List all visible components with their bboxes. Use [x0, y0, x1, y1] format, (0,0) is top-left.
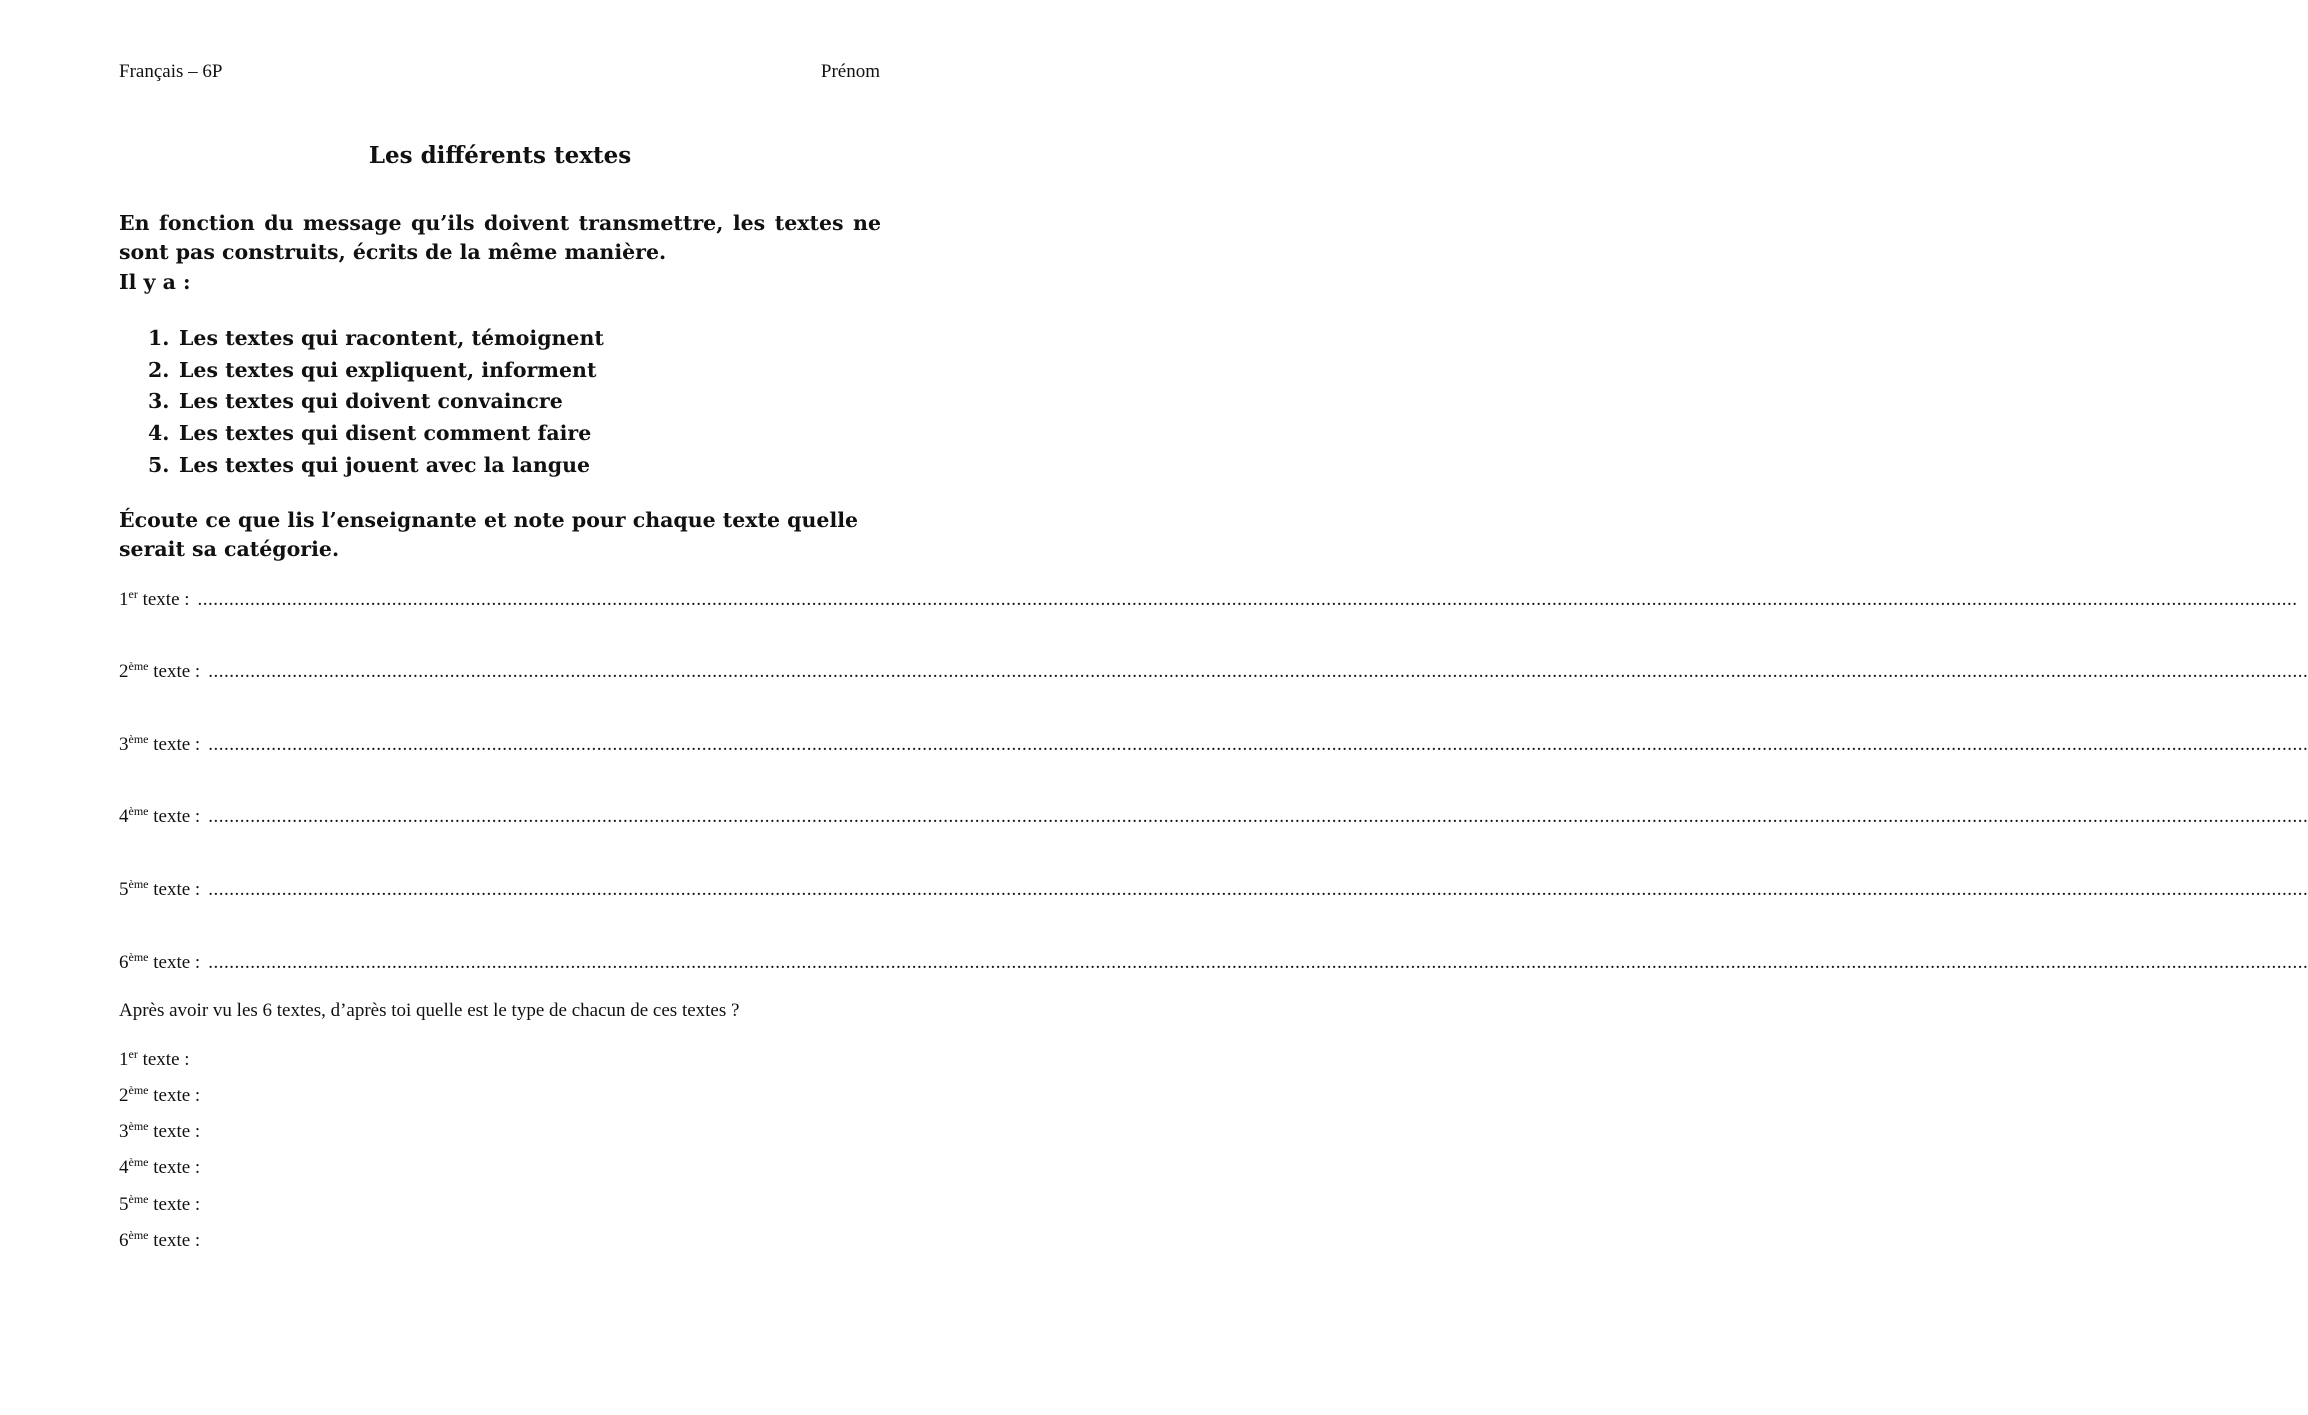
line-label — [119, 806, 200, 828]
ordinal-suffix: ème — [128, 1155, 149, 1169]
ordinal-number: 5 — [119, 1194, 129, 1215]
ordinal-suffix: ème — [128, 804, 149, 818]
dotted-answer-line[interactable]: ................................................................................................................................................................................................................................................................................................................................................................................................................ — [208, 952, 2308, 973]
label-text: texte : — [148, 879, 201, 900]
ordinal-suffix: ème — [128, 732, 149, 746]
label-text: texte : — [148, 1230, 201, 1251]
ordinal-number: 2 — [119, 1085, 129, 1106]
label-text: texte : — [148, 1194, 201, 1215]
ordinal-suffix: er — [128, 587, 138, 601]
text-type-item — [148, 450, 604, 482]
answer-line — [119, 587, 2298, 611]
item-text: Les textes qui expliquent, informent — [179, 357, 597, 382]
intro-paragraph: En fonction du message qu’ils doivent transmettre, les textes ne sont pas construits, écrits de la même manière. — [119, 211, 881, 264]
item-text: Les textes qui doivent convaincre — [179, 389, 563, 414]
dotted-answer-line[interactable]: ................................................................................................................................................................................................................................................................................................................................................................................................................ — [197, 589, 2298, 610]
ordinal-number: 5 — [119, 879, 129, 900]
answer-label[interactable] — [119, 1049, 190, 1071]
dotted-answer-line[interactable]: ................................................................................................................................................................................................................................................................................................................................................................................................................ — [208, 806, 2308, 827]
ordinal-number: 6 — [119, 952, 129, 973]
ordinal-number: 4 — [119, 1157, 129, 1178]
line-label — [119, 661, 200, 683]
ordinal-number: 6 — [119, 1230, 129, 1251]
answer-line — [119, 950, 2308, 974]
ordinal-suffix: ème — [128, 1228, 149, 1242]
answer-label[interactable] — [119, 1085, 200, 1107]
answer-label[interactable] — [119, 1157, 200, 1179]
label-text: texte : — [148, 1121, 201, 1142]
line-label — [119, 952, 200, 974]
line-label — [119, 589, 190, 611]
intro-list-lead: Il y a : — [119, 270, 191, 294]
item-number: 5. — [148, 452, 170, 477]
dotted-answer-line[interactable]: ................................................................................................................................................................................................................................................................................................................................................................................................................ — [208, 661, 2308, 682]
label-text: texte : — [148, 806, 201, 827]
line-label — [119, 734, 200, 756]
text-types-list — [148, 323, 604, 481]
instruction-paragraph: Écoute ce que lis l’enseignante et note pour chaque texte quelle serait sa catégorie. — [119, 508, 859, 561]
item-number: 3. — [148, 389, 170, 414]
item-number: 4. — [148, 421, 170, 446]
page-title: Les différents textes — [368, 142, 632, 169]
text-type-item — [148, 418, 604, 450]
label-text: texte : — [137, 589, 190, 610]
label-text: texte : — [148, 1085, 201, 1106]
ordinal-suffix: er — [128, 1047, 138, 1061]
subject-header: Français – 6P — [119, 61, 223, 82]
ordinal-number: 2 — [119, 661, 129, 682]
ordinal-suffix: ème — [128, 950, 149, 964]
ordinal-suffix: ème — [128, 1119, 149, 1133]
dotted-answer-line[interactable]: ................................................................................................................................................................................................................................................................................................................................................................................................................ — [208, 734, 2308, 755]
ordinal-suffix: ème — [128, 877, 149, 891]
label-text: texte : — [148, 661, 201, 682]
answer-label[interactable] — [119, 1230, 200, 1252]
item-text: Les textes qui racontent, témoignent — [179, 326, 604, 350]
ordinal-suffix: ème — [128, 1083, 149, 1097]
question-text: Après avoir vu les 6 textes, d’après toi quelle est le type de chacun de ces textes ? — [119, 1000, 740, 1021]
label-text: texte : — [148, 734, 201, 755]
answer-label[interactable] — [119, 1194, 200, 1216]
line-label — [119, 879, 200, 901]
label-text: texte : — [148, 1157, 201, 1178]
answer-line — [119, 732, 2308, 756]
answer-line — [119, 659, 2308, 683]
ordinal-number: 1 — [119, 589, 129, 610]
ordinal-number: 4 — [119, 806, 129, 827]
label-text: texte : — [148, 952, 201, 973]
answer-line — [119, 877, 2308, 901]
text-type-item — [148, 355, 604, 387]
item-text: Les textes qui disent comment faire — [179, 421, 592, 446]
text-type-item — [148, 323, 604, 355]
ordinal-number: 1 — [119, 1049, 129, 1070]
answer-label[interactable] — [119, 1121, 200, 1143]
ordinal-number: 3 — [119, 1121, 129, 1142]
item-text: Les textes qui jouent avec la langue — [179, 452, 591, 477]
ordinal-suffix: ème — [128, 659, 149, 673]
ordinal-suffix: ème — [128, 1192, 149, 1206]
item-number: 2. — [148, 357, 170, 382]
first-name-header: Prénom — [820, 61, 880, 82]
label-text: texte : — [137, 1049, 190, 1070]
ordinal-number: 3 — [119, 734, 129, 755]
text-type-item — [148, 386, 604, 418]
dotted-answer-line[interactable]: ................................................................................................................................................................................................................................................................................................................................................................................................................ — [208, 879, 2308, 900]
answer-line — [119, 804, 2308, 828]
item-number: 1. — [148, 326, 170, 350]
